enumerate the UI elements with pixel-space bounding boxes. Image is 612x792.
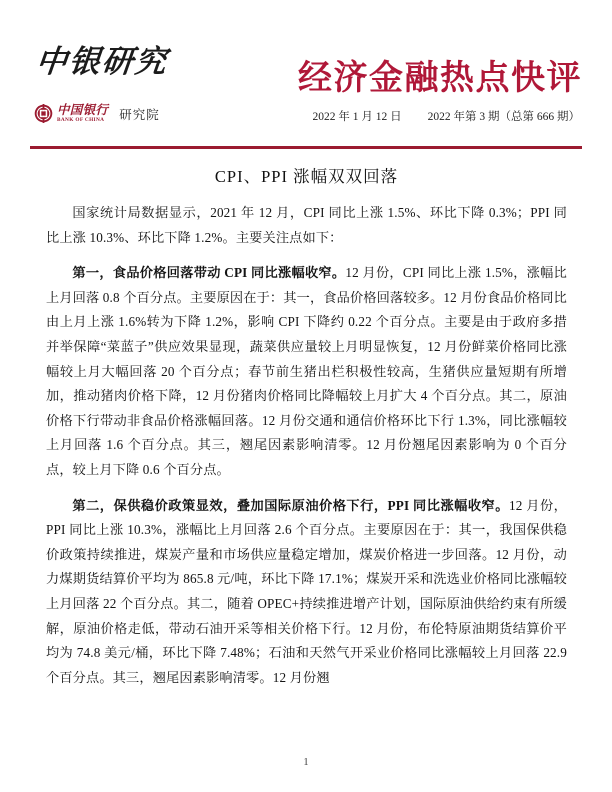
issue-number: 2022 年第 3 期（总第 666 期） — [427, 111, 580, 123]
paragraph-point-one — [46, 261, 567, 482]
brand-script-logo: 中银研究 — [34, 44, 170, 79]
page-number: 1 — [303, 757, 309, 768]
bank-identity-row — [34, 104, 160, 123]
masthead — [30, 46, 582, 151]
article-body — [46, 163, 567, 701]
publication-headline: 经济金融热点快评 — [298, 59, 582, 97]
paragraph-text: 国家统计局数据显示，2021 年 12 月，CPI 同比上涨 1.5%、环比下降 0.3%；PPI 同比上涨 10.3%、环比下降 1.2%。主要关注点如下： — [46, 205, 567, 245]
paragraph-point-two — [46, 494, 567, 691]
institute-name: 研究院 — [119, 107, 160, 122]
bank-name-block — [57, 104, 108, 123]
paragraph-lead: 第一，食品价格回落带动 CPI 同比涨幅收窄。 — [72, 265, 346, 281]
paragraph-text: 12 月份，PPI 同比上涨 10.3%，涨幅比上月回落 2.6 个百分点。主要原因在于：其一，我国保供稳价政策持续推进，煤炭产量和市场供应量稳定增加，煤炭价格进一步回落。12 月份，动力煤期货结算价平均为 865.8 元/吨，环比下降 17.1%；煤炭开采和洗选业价格同比涨幅较上月回落 22 个百分点。其二，随着 OPEC+持续推进增产计划，国际原油供给约束有所缓解，原油价格走低，带动石油开采等相关价格下行。12 月份，布伦特原油期货结算价平均为 74.8 美元/桶，环比下降 7.48%；石油和天然气开采业价格同比涨幅较上月回落 22.9 个百分点。其三，翘尾因素影响清零。12 月份翘 — [46, 497, 567, 685]
brand-block — [30, 44, 290, 123]
publication-date: 2022 年 1 月 12 日 — [312, 111, 402, 123]
paragraph-text: 12 月份，CPI 同比上涨 1.5%，涨幅比上月回落 0.8 个百分点。主要原因在于：其一，食品价格回落较多。12 月份食品价格同比由上月上涨 1.6%转为下降 1.2%，影响 CPI 下降约 0.22 个百分点。主要是由于政府多措并举保障“菜蓝子”供应效果显现，蔬菜供应量较上月明显恢复，12 月份鲜菜价格同比涨幅较上月大幅回落 20 个百分点；春节前生猪出栏积极性较高，生猪供应量短期有所增加，推动猪肉价格下降，12 月份猪肉价格同比降幅较上月扩大 4 个百分点。其二，原油价格下行带动非食品价格涨幅回落。12 月份交通和通信价格环比下行 1.3%，同比涨幅较上月回落 1.6 个百分点。其三，翘尾因素影响清零。12 月份翘尾因素影响为 0 个百分点，较上月下降 0.6 个百分点。 — [46, 265, 567, 477]
issue-info — [313, 108, 581, 124]
paragraph-lead: 第二，保供稳价政策显效，叠加国际原油价格下行，PPI 同比涨幅收窄。 — [72, 497, 509, 513]
page-title: CPI、PPI 涨幅双双回落 — [214, 167, 399, 186]
paragraph-intro — [46, 201, 567, 250]
masthead-divider — [30, 146, 582, 149]
bank-name-english: BANK OF CHINA — [57, 117, 105, 123]
bank-name-chinese: 中国银行 — [57, 103, 109, 117]
bank-of-china-logo-icon — [34, 104, 53, 123]
